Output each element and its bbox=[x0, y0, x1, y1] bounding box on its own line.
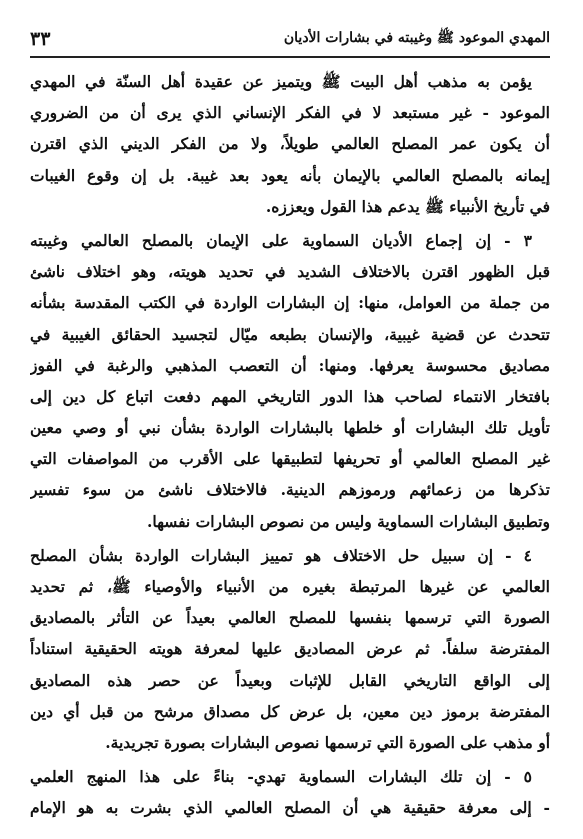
text-line: مصاديق محسوسة يعرفها. ومنها: أن التعصب المذهبي والرغبة في الفوز bbox=[30, 355, 550, 375]
text-line: ٥ - إن تلك البشارات السماوية تهدي- بناءً على هذا المنهج العلمي bbox=[30, 767, 532, 787]
text-line: تتحدث عن قضية غيبية، والإنسان بطبعه ميّال لتجسيد الحقائق الغيبية في bbox=[30, 324, 550, 344]
header-divider bbox=[30, 56, 550, 58]
text-line: تأويل تلك البشارات أو خلطها بالبشارات الواردة بشأن نبي أو وصي معين bbox=[30, 418, 550, 438]
text-line: بافتخار الانتماء لصاحب هذا الدور التاريخي المهم دفعت اتباع كل دين إلى bbox=[30, 386, 550, 406]
text-line: المفترضة سلفاً. ثم عرض المصاديق عليها لمعرفة هويته الحقيقية استناداً bbox=[30, 639, 550, 659]
body-text bbox=[30, 66, 550, 827]
text-line: إلى الواقع التاريخي القابل للإثبات وبعيداً عن حصر هذه المصاديق bbox=[30, 670, 550, 690]
text-line: أو مذهب على الصورة التي ترسمها نصوص البشارات بصورة تجريدية. bbox=[105, 732, 550, 752]
running-title: المهدي الموعود ﷺ وغيبته في بشارات الأديان bbox=[283, 30, 550, 46]
page-header bbox=[30, 26, 550, 52]
paragraph-3 bbox=[30, 540, 550, 758]
page-number: ٣٣ bbox=[30, 28, 51, 50]
text-line: في تأريخ الأنبياء ﷺ يدعم هذا القول ويعززه. bbox=[265, 196, 550, 216]
text-line: إيمانه بالمصلح العالمي بالإيمان بأنه يعود بعد غيبة. بل إن وقوع الغيبات bbox=[30, 165, 550, 185]
text-line: ٣ - إن إجماع الأديان السماوية على الإيمان بالمصلح العالمي وغيبته bbox=[30, 230, 532, 250]
book-page bbox=[30, 22, 550, 822]
text-line: تذكرها من زعمائهم ورموزهم الدينية. فالاختلاف ناشئ من سوء تفسير bbox=[30, 480, 550, 500]
text-line: العالمي عن غيرها المرتبطة بغيره من الأنبياء والأوصياء ﷺ، ثم تحديد bbox=[30, 577, 550, 596]
text-line: - إلى معرفة حقيقية هي أن المصلح العالمي الذي بشرت به هو الإمام bbox=[30, 798, 550, 818]
text-line: وتطبيق البشارات السماوية وليس من نصوص البشارات نفسها. bbox=[147, 511, 550, 531]
text-line: الصورة التي ترسمها بنفسها للمصلح العالمي بعيداً عن التأثر بالمصاديق bbox=[30, 608, 550, 628]
text-line: من جملة من العوامل، منها: إن البشارات الواردة في الكتب المقدسة بشأنه bbox=[30, 293, 550, 313]
text-line: أن يكون عمر المصلح العالمي طويلاً، ولا من الفكر الديني الذي اقترن bbox=[30, 134, 550, 154]
paragraph-4 bbox=[30, 761, 550, 823]
text-line: الموعود - غير مستبعد لا في الفكر الإنساني الذي يرى أن من الضروري bbox=[30, 103, 550, 123]
text-line: المفترضة برموز دين معين، بل عرض كل مصداق مرشح من قبل أي دين bbox=[30, 701, 550, 721]
text-line: يؤمن به مذهب أهل البيت ﷺ ويتميز عن عقيدة أهل السنّة في المهدي bbox=[30, 72, 532, 91]
text-line: قبل الظهور اقترن بالاختلاف الشديد في تحديد هويته، وهو اختلاف ناشئ bbox=[30, 262, 550, 282]
text-line: غير المصلح العالمي أو تحريفها لتطبيقها على الأقرب من المواصفات التي bbox=[30, 449, 550, 469]
text-line: ٤ - إن سبيل حل الاختلاف هو تمييز البشارات الواردة بشأن المصلح bbox=[30, 545, 532, 565]
paragraph-1 bbox=[30, 66, 550, 222]
paragraph-2 bbox=[30, 225, 550, 537]
